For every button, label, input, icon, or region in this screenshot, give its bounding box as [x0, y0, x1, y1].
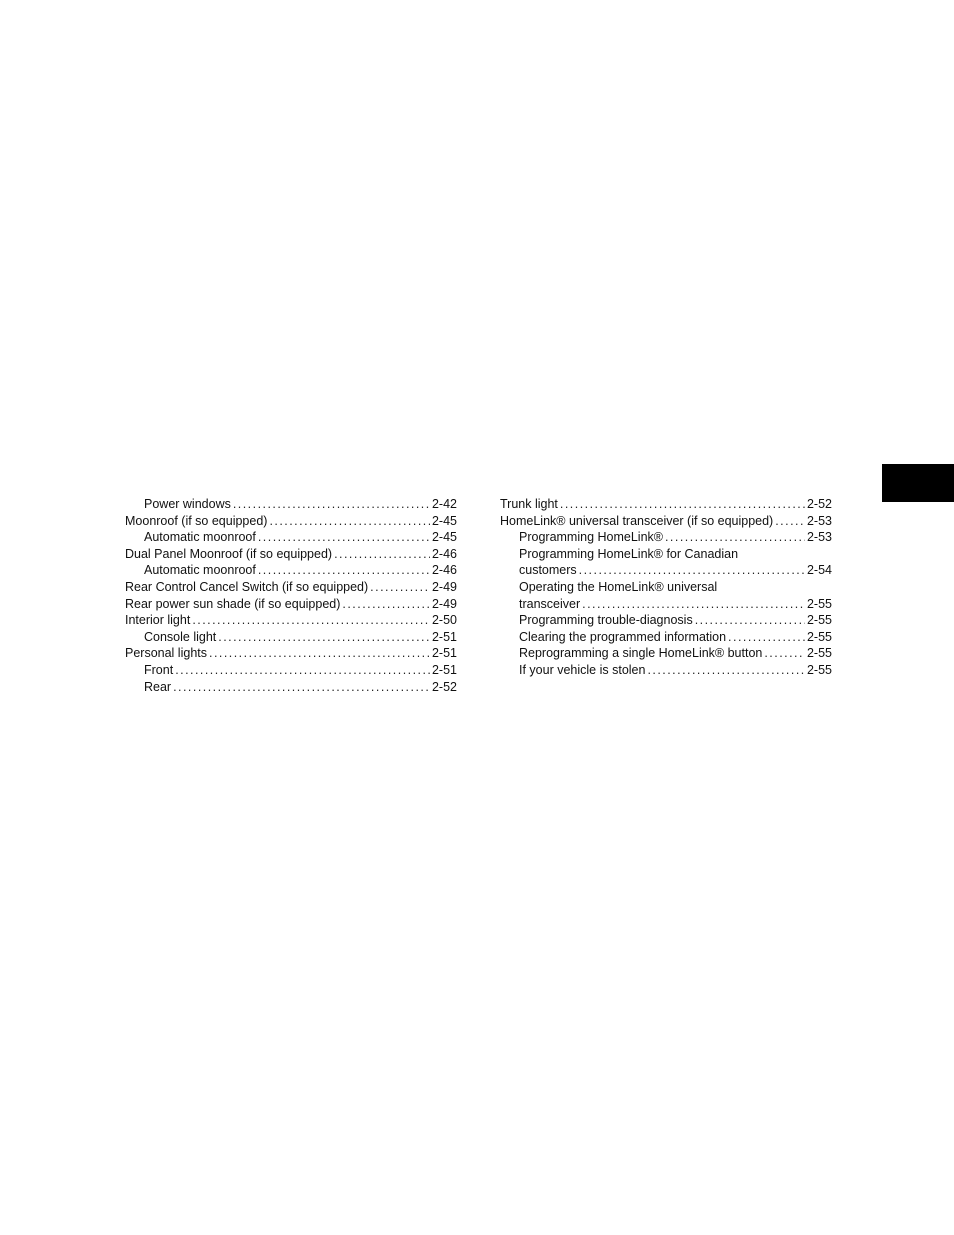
- dot-leader: [695, 612, 805, 629]
- toc-entry-title: Personal lights: [125, 646, 207, 661]
- dot-leader: [192, 612, 430, 629]
- dot-leader: [665, 529, 805, 546]
- dot-leader: [218, 629, 430, 646]
- toc-entry-wrapped[interactable]: [500, 579, 832, 612]
- toc-entry-page: 2-42: [431, 497, 457, 511]
- toc-entry-page: 2-46: [431, 563, 457, 578]
- toc-entry-page: 2-49: [431, 596, 457, 611]
- toc-entry-page: 2-52: [806, 497, 832, 511]
- dot-leader: [579, 562, 805, 579]
- toc-entry-page: 2-50: [431, 613, 457, 628]
- toc-entry[interactable]: [500, 496, 832, 513]
- toc-entry[interactable]: [125, 596, 457, 613]
- toc-entry-title: Clearing the programmed information: [519, 629, 727, 644]
- toc-entry-title: Power windows: [144, 497, 231, 511]
- toc-entry-page: 2-51: [431, 646, 457, 661]
- toc-entry-title: Programming trouble-diagnosis: [519, 613, 693, 628]
- dot-leader: [269, 513, 430, 530]
- toc-entry-wrapped[interactable]: [500, 546, 832, 579]
- toc-entry[interactable]: [125, 529, 457, 546]
- toc-entry-title: Programming HomeLink®: [519, 530, 663, 545]
- toc-entry-page: 2-52: [431, 679, 457, 694]
- toc-entry-title: Trunk light: [500, 497, 558, 511]
- toc-entry-page: 2-54: [806, 563, 832, 578]
- toc-entry-title: HomeLink® universal transceiver (if so equipped): [500, 513, 774, 528]
- toc-entry-page: 2-46: [431, 546, 457, 561]
- toc-entry-title: Reprogramming a single HomeLink® button: [519, 646, 763, 661]
- toc-entry-last-line: [519, 562, 832, 579]
- toc-entry[interactable]: [500, 645, 832, 662]
- dot-leader: [173, 679, 430, 696]
- toc-entry-title: Rear Control Cancel Switch (if so equipped): [125, 579, 369, 594]
- toc-entry-title: Interior light: [125, 613, 191, 628]
- toc-entry-page: 2-55: [806, 613, 832, 628]
- toc-entry[interactable]: [500, 513, 832, 530]
- toc-entry-page: 2-45: [431, 530, 457, 545]
- toc-entry-page: 2-51: [431, 662, 457, 677]
- toc-entry-title: Front: [144, 662, 174, 677]
- dot-leader: [334, 546, 430, 563]
- toc-entry-title: If your vehicle is stolen: [519, 662, 646, 677]
- dot-leader: [370, 579, 430, 596]
- toc-entry-page: 2-49: [431, 579, 457, 594]
- toc-entry[interactable]: [125, 546, 457, 563]
- dot-leader: [582, 596, 805, 613]
- toc-entry[interactable]: [125, 612, 457, 629]
- toc-entry-title: Rear power sun shade (if so equipped): [125, 596, 341, 611]
- toc-entry-page: 2-55: [806, 596, 832, 611]
- dot-leader: [728, 629, 805, 646]
- toc-entry-title: Automatic moonroof: [144, 563, 256, 578]
- toc-entry[interactable]: [500, 662, 832, 679]
- toc-entry[interactable]: [125, 662, 457, 679]
- toc-entry-title: customers: [519, 563, 577, 578]
- toc-entry[interactable]: [500, 529, 832, 546]
- chapter-tab-marker: [882, 464, 954, 502]
- toc-entry-page: 2-55: [806, 646, 832, 661]
- toc-entry-page: 2-51: [431, 629, 457, 644]
- toc-entry[interactable]: [125, 562, 457, 579]
- toc-entry-title: Dual Panel Moonroof (if so equipped): [125, 546, 333, 561]
- dot-leader: [764, 645, 805, 662]
- toc-entry-page: 2-55: [806, 662, 832, 677]
- toc-entry-title-line1: Programming HomeLink® for Canadian: [519, 546, 739, 561]
- toc-left-column: [125, 496, 457, 695]
- toc-entry[interactable]: [125, 645, 457, 662]
- dot-leader: [258, 529, 430, 546]
- dot-leader: [233, 496, 430, 513]
- toc-entry-page: 2-53: [806, 530, 832, 545]
- toc-right-column: [500, 496, 832, 679]
- dot-leader: [775, 513, 805, 530]
- toc-entry[interactable]: [125, 579, 457, 596]
- dot-leader: [258, 562, 430, 579]
- toc-entry[interactable]: [125, 513, 457, 530]
- toc-entry[interactable]: [125, 679, 457, 696]
- toc-entry[interactable]: [500, 629, 832, 646]
- toc-entry[interactable]: [125, 496, 457, 513]
- toc-entry-title: Rear: [144, 679, 172, 694]
- toc-entry-title-line1: Operating the HomeLink® universal: [519, 579, 718, 594]
- dot-leader: [342, 596, 430, 613]
- toc-entry-title: Moonroof (if so equipped): [125, 513, 268, 528]
- toc-entry-last-line: [519, 596, 832, 613]
- toc-entry[interactable]: [500, 612, 832, 629]
- toc-entry-page: 2-45: [431, 513, 457, 528]
- dot-leader: [209, 645, 430, 662]
- dot-leader: [175, 662, 430, 679]
- toc-entry-page: 2-55: [806, 629, 832, 644]
- toc-entry[interactable]: [125, 629, 457, 646]
- toc-entry-page: 2-53: [806, 513, 832, 528]
- toc-entry-title: transceiver: [519, 596, 581, 611]
- toc-entry-title: Automatic moonroof: [144, 530, 256, 545]
- dot-leader: [560, 496, 805, 513]
- toc-entry-title: Console light: [144, 629, 217, 644]
- dot-leader: [647, 662, 805, 679]
